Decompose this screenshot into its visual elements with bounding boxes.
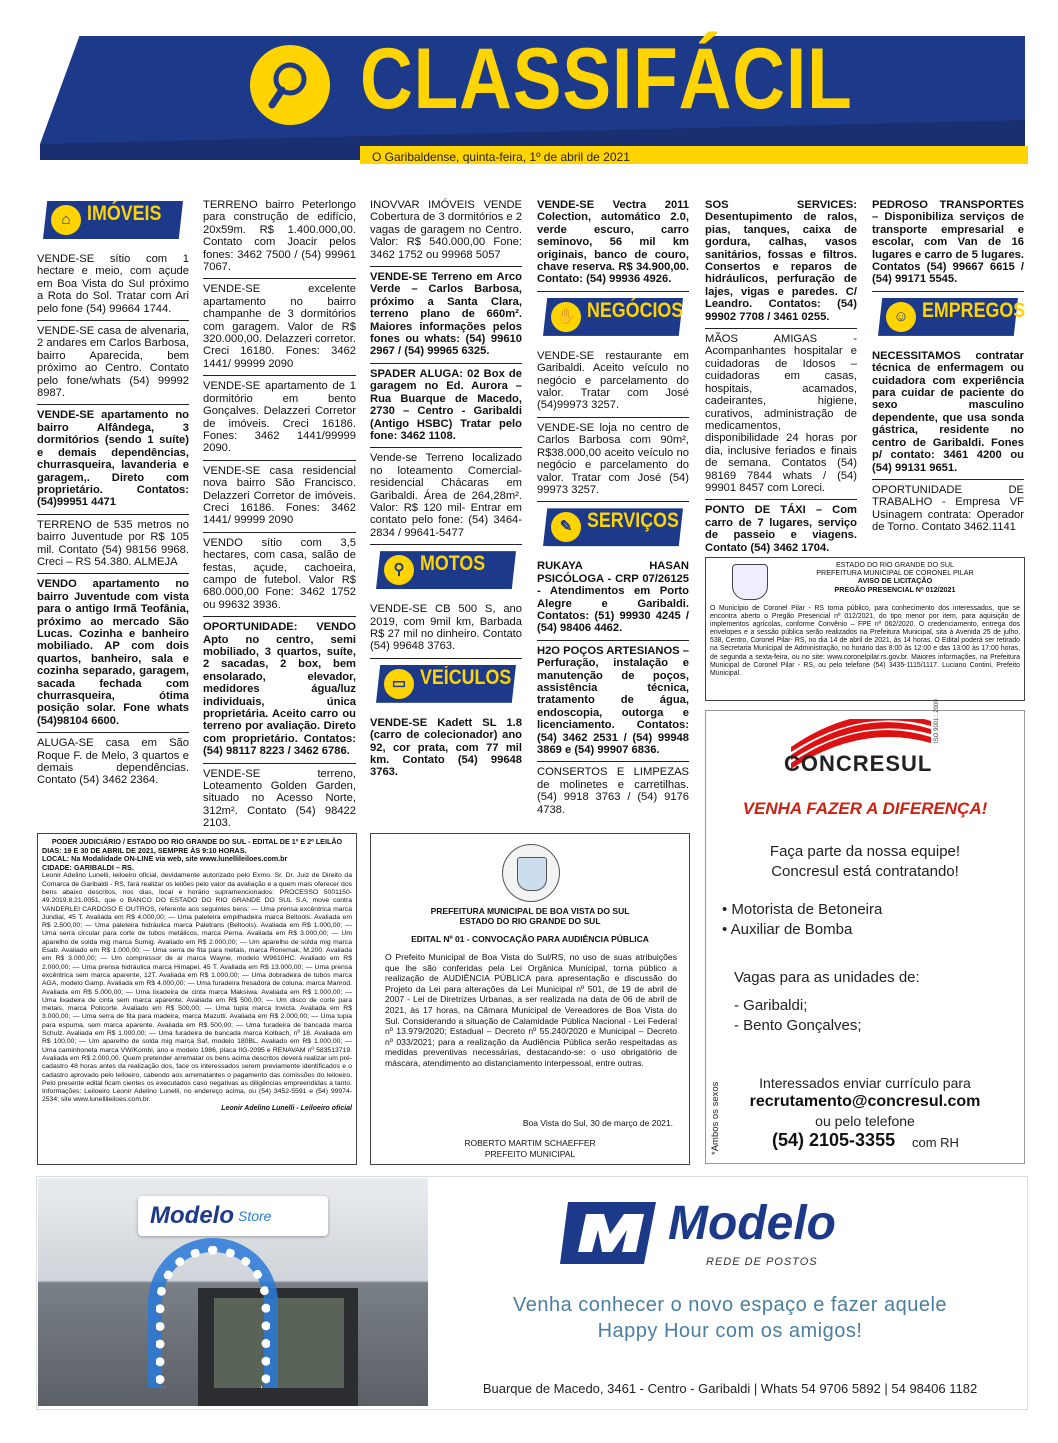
list-item: INOVVAR IMÓVEIS VENDE Cobertura de 3 dormitórios e 2 vagas de garagem no Centro. Valor: R$ 540.000,00 Fone: 3462 1752 ou 99968 5057 (370, 195, 522, 267)
magnifier-icon (250, 45, 330, 125)
date-line: O Garibaldense, quinta-feira, 1º de abril de 2021 (372, 150, 630, 164)
section-badge-empregos: ☺ EMPREGOS (872, 296, 1024, 338)
list-item: TERRENO de 535 metros no bairro Juventude por R$ 105 mil. Contato (54) 98156 9968. Creci – RS 54.380. ALMEJA (37, 515, 189, 575)
column-5 (705, 195, 857, 559)
modelo-line1: Venha conhecer o novo espaço e fazer aquele (512, 1294, 948, 1316)
list-item: VENDE-SE loja no centro de Carlos Barbosa com 90m², R$38.000,00 aceito veículo no negócio e parcelamento do valor. Tratar com José (54) 99973 3257. (537, 418, 689, 502)
list-item: CONSERTOS E LIMPEZAS de molinetes e carretilhas. (54) 9918 3763 / (54) 9176 4738. (537, 766, 689, 816)
modelo-sub: REDE DE POSTOS (706, 1256, 818, 1268)
list-item: PONTO DE TÁXI – Com carro de 7 lugares, serviço de passeio e viagens. Contato (54) 3462 1704. (705, 504, 857, 554)
store-photo: Modelo Store (38, 1178, 428, 1406)
column-1 (37, 195, 189, 792)
column-6 (872, 195, 1024, 539)
modelo-brand: Modelo (668, 1197, 836, 1250)
list-item: VENDE-SE Terreno em Arco Verde – Carlos Barbosa, próximo a Santa Clara, terreno plano de 660m². Maiores informações pelos fones ou whats: (54) 99610 2967 / (54) 99965 6325. (370, 267, 522, 364)
modelo-address: Buarque de Macedo, 3461 - Centro - Garibaldi | Whats 54 9706 5892 | 54 98406 1182 (482, 1381, 978, 1396)
list-item: OPORTUNIDADE: VENDO Apto no centro, semi mobiliado, 3 quartos, suíte, 2 sacadas, 2 box, bem ensolarado, elevador, medidores água/luz individuais, única proprietária. Aceito carro ou terreno por avaliação. Direto com proprietário. Contatos: (54) 98117 8223 / 3462 6786. (203, 617, 356, 763)
motorcycle-icon: ⚲ (384, 555, 414, 585)
column-2 (203, 195, 356, 835)
coat-of-arms-icon (502, 844, 560, 902)
list-item: VENDE-SE casa residencial nova bairro São Francisco. Delazzeri Corretor de imóveis. Creci 16186. Fones: 3462 1441/ 99999 2090 (203, 461, 356, 533)
section-badge-motos: ⚲ MOTOS (370, 549, 522, 591)
house-icon: ⌂ (51, 205, 81, 235)
person-icon: ☺ (886, 302, 916, 332)
list-item: VENDE-SE casa de alvenaria, 2 andares em Carlos Barbosa, bairro Aparecida, bem próximo ao Centro. Contato pelo fone/whats (54) 99992 8987. (37, 321, 189, 405)
ad-concresul: CONCRESUL ISO 9001 : 2000 VENHA FAZER A DIFERENÇA! Faça parte da nossa equipe! Concresul está contratando! • Motorista de Betoneira • Auxiliar de Bomba Vagas para as unidades de: - Garibaldi; - Bento Gonçalves; *Ambos os sexos Interessados enviar currículo para recrutamento@concresul.com ou pelo telefone (54) 2105-3355 com RH (705, 710, 1025, 1164)
list-item: SPADER ALUGA: 02 Box de garagem no Ed. Aurora – Rua Buarque de Macedo, 2730 – Centro - Garibaldi (Antigo HSBC) Tratar pelo fone: 3462 1108. (370, 364, 522, 448)
notice-leilao: PODER JUDICIÁRIO / ESTADO DO RIO GRANDE DO SUL - EDITAL DE 1º E 2º LEILÃO DIAS: 19 E 30 DE ABRIL DE 2021, SEMPRE ÀS 9:10 HORAS. LOCAL: Na Modalidade ON-LINE via web, site www.lunellileiloes.com.br CIDADE: GARIBALDI – RS. Leonir Adelino Lunelli, leiloeiro oficial, devidamente autorizado pelo Exmo. Sr. Dr. Juiz de Direito da Comarca de Garibaldi - RS, fará realizar os leilões pelo valor da avaliação e a quem mais oferecer dos bens abaixo descritos, nos dias, local e horário supramencionados: PROCESSO 5001150-49.2019.8.21.0051, que o BANCO DO ESTADO DO RIO GRANDE DO SUL S.A. move contra VANDERLEI CARDOSO E OUTROS, referente aos seguintes bens: — Uma prensa excêntrica marca Jundiaí, 45 T. Avaliada em R$ 4.000,00; — Uma paleteira empilhadeira marca Beltools. Avaliada em R$ 2.500,00; — Uma paleteira hidráulica marca Paletrans (Beltools). Avaliada em R$ 1.000,00; — Uma serra circular para corte de tubos metálicos, marca Perna. Avaliada em R$ 3.000,00; — Um aparelho de solda mig marca Sumig. Avaliado em R$ 2.000,00; — Um aparelho de solda mig marca Esab. Avaliado em R$ 1.000,00; — Uma serra de fita para metais, marca Ronemak, M.200. Avaliada em R$ 3.000,00; — Um compressor de ar marca Wayne, modelo W9610HC. Avaliado em R$ 2.000,00; — Uma prensa hidráulica marca Himapel, 45 T. Avaliada em R$ 13.000,00; — Uma prensa excêntrica sem marca aparente, 12T. Avaliada em R$ 1.000,00; — Uma dobradeira de tubos marca AGA, modelo Gamp. Avaliada em R$ 4.000,00; — Uma furadeira fresadora de coluna, marca Manrod. Avaliada em R$ 5.000,00; — Uma lixadeira de cinta marca Maksiwa. Avaliada em R$ 1.000,00; — Uma lixadeira de cinta sem marca aparente. Avaliada em R$ 500,00; — Um disco de corte para metais, marca Policorte. Avaliado em R$ 500,00; — Uma tupia marca Invicta. Avaliada em R$ 3.000,00; — Uma serra de fita para madeira, marca Mazutti. Avaliada em R$ 2.000,00; — Uma tupia para espuma, sem marca aparente. Avaliada em R$ 500,00; — Uma furadeira de bancada marca Schulz. Avaliada em R$ 1.000,00; — Uma furadeira de bancada marca Kolbach, nº 18. Avaliada em R$ 100,00; — Um aparelho de solda mig marca Saf, modelo 180BL. Avaliado em R$ 1.000,00; — Uma caminhoneta marca VW/Kombi, ano e modelo 1986, placa IIG-2095 e RENAVAM nº 583513719. Avaliada em R$ 2.000,00. Quem pretender arrematar os bens acima descritos deverá realizar um pré-cadastro 48 horas antes da realização dos, face os interessados serem previamente identificados e o cadastro aprovado pelo leiloeiro, cabendo aos arrematantes o pagamento das comissões do leiloeiro. Pelo presente edital ficam cientes os executados caso negativas as diligências empreendidas a tanto. Informações: Leiloeiro Leonir Adelino Lunelli, no endereço acima, ou (54) 3452-5591 e (54) 99974-2534; site www.lunellileiloes.com.br. Leonir Adelino Lunelli - Leiloeiro oficial (37, 833, 357, 1165)
list-item: ALUGA-SE casa em São Roque F. de Melo, 3 quartos e demais dependências. Contato (54) 3462 2364. (37, 737, 189, 787)
column-4 (537, 195, 689, 821)
list-item: VENDE-SE sítio com 1 hectare e meio, com açude em Boa Vista do Sul próximo a Rota do Sol. Tratar com Ari pelo fone (54) 99664 1744. (37, 249, 189, 321)
handshake-icon: ✋ (551, 302, 581, 332)
notice-coronel-pilar: ESTADO DO RIO GRANDE DO SUL PREFEITURA MUNICIPAL DE CORONEL PILAR AVISO DE LICITAÇÃO PREGÃO PRESENCIAL Nº 012/2021 O Município de Coronel Pilar - RS torna público, para conhecimento dos interessados, que se encontra aberto o Pregão Presencial nº 012/2021, do tipo menor por item, para aquisição de implementos agrícolas, conforme Convênio – FPE nº 062/2020. O credenciamento, entrega dos envelopes e a sessão pública serão realizados na Prefeitura Municipal, sita à Avenida 25 de julho, 538, Centro, Coronel Pilar- RS, no dia 14 de abril de 2021, às 14 horas. O Edital poderá ser retirado na Secretaria Municipal de Administração, no horário das 8:00 às 12:00 e das 13:00 às 17:00 horas, de segunda a sexta-feira, ou no site: www.coronelpilar.rs.gov.br. Maiores informações, na Prefeitura Municipal de Coronel Pilar - RS, ou pelo telefone (54) 3435-1115/1117. Luciano Contini, Prefeito Municipal. (705, 557, 1025, 701)
modelo-line2: Happy Hour com os amigos! (597, 1320, 863, 1342)
list-item: VENDE-SE restaurante em Garibaldi. Aceito veículo no negócio e parcelamento do valor. Tratar com José (54)99973 3257. (537, 346, 689, 418)
list-item: VENDO sítio com 3,5 hectares, com casa, salão de festas, açude, cachoeira, campo de futebol. Valor R$ 680.000,00 Fone: 3462 1752 ou 99632 3936. (203, 533, 356, 617)
coat-of-arms-icon (732, 564, 768, 600)
list-item: VENDE-SE Vectra 2011 Colection, automático 2.0, verde escuro, carro seminovo, 56 mil km originais, banco de couro, chave reserva. R$ 34.900,00. Contato: (54) 99936 4926. (537, 195, 689, 292)
list-item: VENDE-SE apartamento de 1 dormitório em bento Gonçalves. Delazzeri Corretor de imóveis. Creci 16186. Fones: 3462 1441/99999 2090. (203, 376, 356, 460)
car-icon: ▭ (384, 669, 414, 699)
list-item: RUKAYA HASAN PSICÓLOGA - CRP 07/26125 - Atendimentos em Porto Alegre e Garibaldi. Contatos: (51) 99930 4245 / (54) 98406 4462. (537, 556, 689, 640)
list-item: VENDO apartamento no bairro Juventude com vista para o antigo Irmã Teofânia, próximo ao mercado São Lucas. Cozinha e banheiro mobiliado. AP com dois quartos, banheiro, sala e cozinha separado, garagem, sacada fechada com churrasqueira, ótima posição solar. Fone whats (54)98104 6600. (37, 574, 189, 733)
list-item: VENDE-SE CB 500 S, ano 2019, com 9mil km, Barbada R$ 27 mil no dinheiro. Contato (54) 99648 3763. (370, 599, 522, 659)
list-item: VENDE-SE apartamento no bairro Alfândega, 3 dormitórios (sendo 1 suíte) e demais dependências, churrasqueira, lavanderia e garagem,. Direto com proprietário. Contatos: (54)99951 4471 (37, 405, 189, 514)
section-badge-negocios: ✋ NEGÓCIOS (537, 296, 689, 338)
list-item: VENDE-SE terreno, Loteamento Golden Garden, situado no Acesso Norte, 312m². Contato (54) 98422 2103. (203, 767, 356, 830)
list-item: VENDE-SE Kadett SL 1.8 (carro de colecionador) ano 92, cor prata, com 77 mil km. Contato (54) 99648 3763. (370, 716, 522, 779)
list-item: OPORTUNIDADE DE TRABALHO - Empresa VF Usinagem contrata: Operador de Torno. Contato 3462.1141 (872, 483, 1024, 534)
list-item: VENDE-SE excelente apartamento no bairro champanhe de 3 dormitórios com garagem. Valor de R$ 320.000,00. Delazzeri corretor. Creci 16180. Fones: 3462 1441/ 99999 2090 (203, 279, 356, 376)
column-3 (370, 195, 522, 784)
list-item: PEDROSO TRANSPORTES – Disponibiliza serviços de transporte empresarial e escolar, com Van de 16 lugares e carro de 5 lugares. Contatos (54) 99667 6615 / (54) 99171 5545. (872, 195, 1024, 292)
list-item: MÃOS AMIGAS - Acompanhantes hospitalar e cuidadoras de Idosos – cuidadoras em casas, hospitais, acamados, cadeirantes, higiene, curativos, administração de medicamentos, disponibilidade 24 horas por dia, inclusive feriados e finais de semana. Contatos (54) 98169 7844 whats / (54) 99901 8457 com Loreci. (705, 329, 857, 500)
section-badge-servicos: ✎ SERVIÇOS (537, 506, 689, 548)
list-item: SOS SERVICES: Desentupimento de ralos, pias, tanques, caixa de gordura, calhas, vasos sanitários, fossas e filtros. Consertos e reparos de hidráulicos, perfuração de lajes, vigas e paredes. C/ Leandro. Contatos: (54) 99902 7708 / 3461 0255. (705, 195, 857, 329)
list-item: TERRENO bairro Peterlongo para construção de edifício, 20x59m. R$ 1.400.000,00. Contato com Joacir pelos fones: 3462 7500 / (54) 99961 7067. (203, 195, 356, 279)
section-badge-imoveis: ⌂ IMÓVEIS (37, 199, 189, 241)
list-item: Vende-se Terreno localizado no loteamento Comercial-residencial Chácaras em Garibaldi. Área de 264,28m². Valor: R$ 120 mil- Entrar em contato pelo fone: (54) 3464-2834 / 99641-5477 (370, 448, 522, 545)
list-item: H2O POÇOS ARTESIANOS – Perfuração, instalação e manutenção de poços, assistência técnica, tratamento de água, endoscopia, outorga e licenciamento. Contatos: (54) 3462 2531 / (54) 99948 3869 e (54) 99907 6836. (537, 641, 689, 763)
page-title: CLASSIFÁCIL (360, 31, 853, 127)
list-item: NECESSITAMOS contratar técnica de enfermagem ou cuidadora com experiência para cuidar de paciente do sexo masculino dependente, que usa sonda gástrica, residente no centro de Garibaldi. Fones p/ contato: 3461 4200 ou (54) 99131 9651. (872, 346, 1024, 480)
modelo-logo-icon (558, 1196, 662, 1270)
notice-boa-vista: PREFEITURA MUNICIPAL DE BOA VISTA DO SUL ESTADO DO RIO GRANDE DO SUL EDITAL Nº 01 - CONVOCAÇÃO PARA AUDIÊNCIA PÚBLICA O Prefeito Municipal de Boa Vista do Sul/RS, no uso de suas atribuições que lhe são conferidas pela Lei Orgânica Municipal, torna público a realização de AUDIÊNCIA PÚBLICA para apresentação e discussão do Projeto da Lei para alterações da Lei Municipal nº 501, de 19 de abril de 2007 - Lei de Diretrizes Urbanas, a ser realizada na data de 06 de abril de 2021, às 17 horas, na Câmara Municipal de Vereadores de Boa Vista do Sul. Considerando a situação de Calamidade Pública Nacional - Lei Federal nº 13.979/2020; Estadual – Decreto nº 55.240/2020 e Municipal – Decreto nº 033/2021; para a realização da Audiência Pública serão respeitadas as medidas preventivas necessárias, destacando-se: o uso obrigatório de máscara, atendimento ao distanciamento interpessoal, entre outras. Boa Vista do Sul, 30 de março de 2021. ROBERTO MARTIM SCHAEFFER PREFEITO MUNICIPAL (370, 833, 690, 1165)
wrench-icon: ✎ (551, 512, 581, 542)
section-badge-veiculos: ▭ VEÍCULOS (370, 663, 522, 705)
